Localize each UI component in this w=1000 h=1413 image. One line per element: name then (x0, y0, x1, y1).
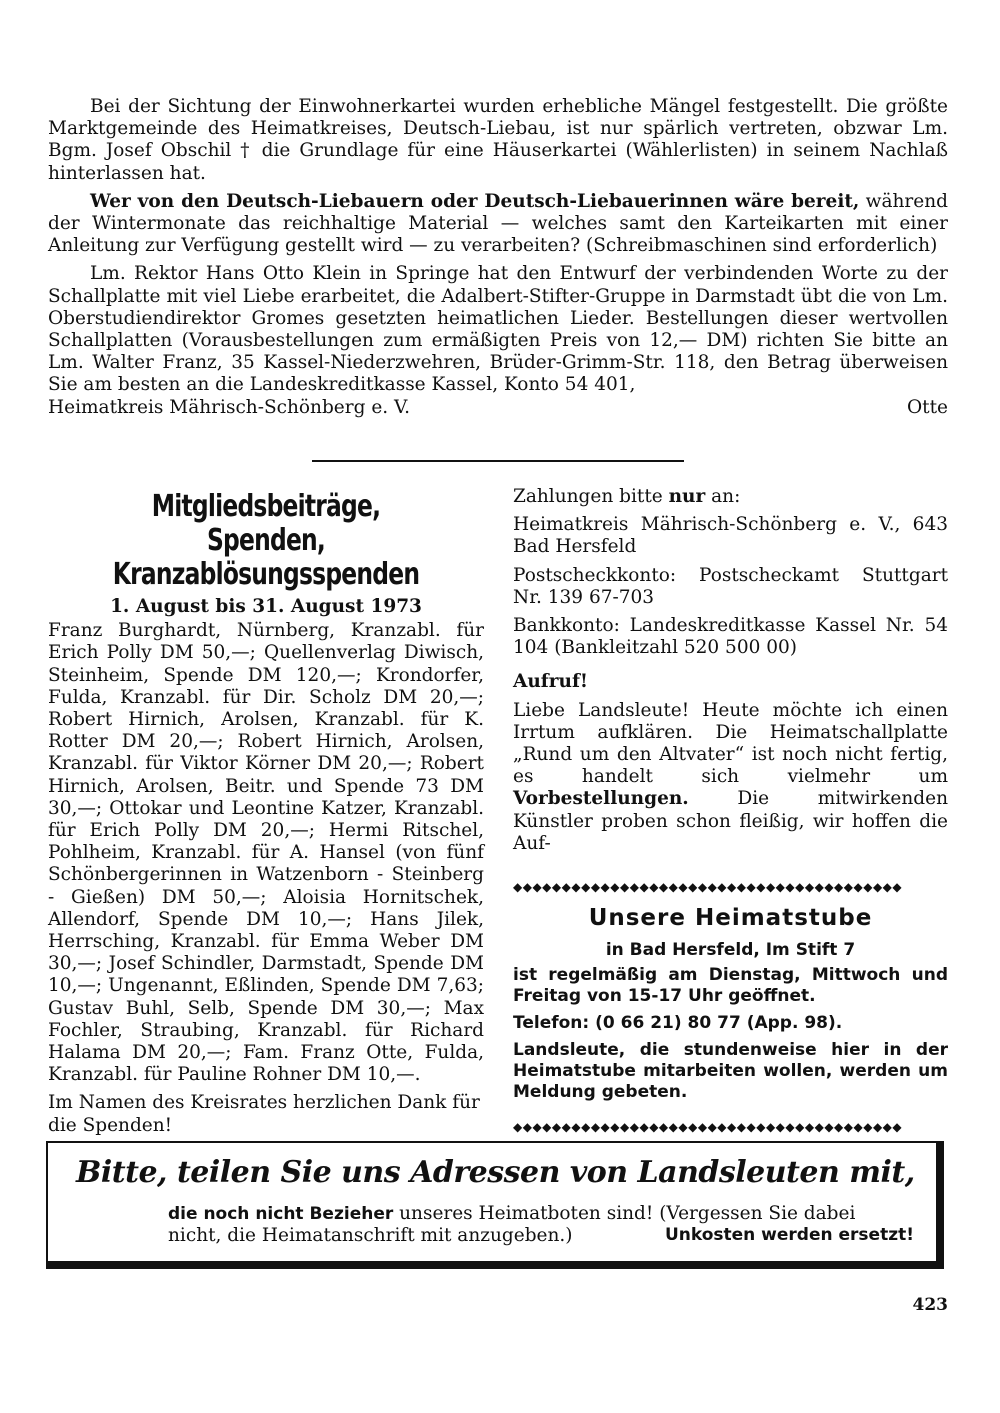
donation-list: Franz Burghardt, Nürnberg, Kranzabl. für Erich Polly DM 50,—; Quellenverlag Diwisch, Steinheim, Spende DM 120,—; Krondorfer, Fulda, Kranzabl. für Dir. Scholz DM 20,—; Robert Hirnich, Arolsen, Kranzabl. für K. Rotter DM 20,—; Robert Hirnich, Arolsen, Kranzabl. für Viktor Körner DM 20,—; Robert Hirnich, Arolsen, Beitr. und Spende 73 DM 30,—; Ottokar und Leontine Katzer, Kranzabl. für Erich Polly DM 20,—; Hermi Ritschel, Pohlheim, Kranzabl. für A. Hansel (von fünf Schönbergerinnen in Watzenborn - Steinberg - Gießen) DM 50,—; Aloisia Hornitschek, Allendorf, Spende DM 10,—; Hans Jilek, Herrsching, Kranzabl. für Emma Weber DM 30,—; Josef Schindler, Darmstadt, Spende DM 10,—; Ungenannt, Eßlinden, Spende DM 7,63; Gustav Buhl, Selb, Spende DM 30,—; Max Fochler, Straubing, Kranzabl. für Richard Halama DM 20,—; Fam. Franz Otte, Fulda, Kranzabl. für Pauline Rohner DM 10,—. (48, 620, 484, 1086)
two-column-section (48, 486, 948, 1136)
page-number: 423 (912, 1295, 948, 1315)
aufruf-heading: Aufruf! (513, 671, 589, 693)
donations-column (48, 486, 484, 1137)
payment-address: Heimatkreis Mährisch-Schönberg e. V., 643 Bad Hersfeld (513, 514, 948, 558)
headline-line-1: Mitgliedsbeiträge, Spenden, (151, 489, 381, 558)
paragraph-schallplatte: Lm. Rektor Hans Otto Klein in Springe hat den Entwurf der verbindenden Worte zu der Schallplatte mit viel Liebe erarbeitet, die Adalbert-Stifter-Gruppe in Darmstadt übt die von Lm. Oberstudiendirektor Gromes gesetzten heimatlichen Lieder. Bestellungen dieser wertvollen Schallplatten (Vorausbestellungen zum ermäßigten Preis von 12,— DM) richten Sie bitte an Lm. Walter Franz, 35 Kassel-Niederzwehren, Brüder-Grimm-Str. 118, den Betrag überweisen Sie am besten an die Landeskreditkasse Kassel, Konto 54 401, (48, 263, 948, 396)
heimatstube-address: in Bad Hersfeld, Im Stift 7 (605, 940, 856, 961)
payment-only: nur (668, 486, 706, 507)
bank-account: Bankkonto: Landeskreditkasse Kassel Nr. 54 104 (Bankleitzahl 520 500 00) (513, 615, 948, 659)
payment-instruction (513, 486, 948, 508)
payment-column (513, 486, 948, 1137)
paragraph-call-rest: während der Wintermonate das reichhaltige Material — welches samt den Karteikarten mit einer Anleitung zur Verfügung gestellt wird — zu verarbeiten? (Schreibmaschinen sind erforderlich) (48, 190, 948, 257)
thanks-note: Im Namen des Kreisrates herzlichen Dank für die Spenden! (48, 1092, 480, 1136)
payment-post: an: (705, 486, 741, 507)
date-range: 1. August bis 31. August 1973 (110, 596, 422, 617)
top-article (48, 96, 948, 419)
donations-headline (96, 490, 436, 592)
section-divider (312, 460, 684, 462)
heimatstube-phone: Telefon: (0 66 21) 80 77 (App. 98). (513, 1013, 843, 1034)
aufruf-bold: Vorbestellungen. (513, 788, 689, 810)
headline-line-2: Kranzablösungsspenden (112, 557, 420, 592)
box-line-1 (168, 1203, 914, 1225)
box-bold-2: Unkosten werden ersetzt! (664, 1225, 914, 1246)
box-line-2 (168, 1225, 914, 1247)
bold-question: Wer von den Deutsch-Liebauern oder Deutsch-Liebauerinnen wäre bereit, (90, 190, 860, 212)
payment-pre: Zahlungen bitte (513, 486, 669, 507)
box-line-2-text: nicht, die Heimatanschrift mit anzugeben.) (168, 1225, 573, 1247)
signature: Otte (907, 396, 948, 418)
box-headline: Bitte, teilen Sie uns Adressen von Landsleuten mit, (76, 1155, 915, 1190)
box-bold-1: die noch nicht Bezieher (168, 1204, 394, 1224)
closing-organisation: Heimatkreis Mährisch-Schönberg e. V. (48, 396, 411, 418)
aufruf-part-1: Liebe Landsleute! Heute möchte ich einen Irrtum aufklären. Die Heimatschallplatte „Rund um den Altvater“ ist noch nicht fertig, es handelt sich vielmehr um (513, 699, 948, 788)
postscheck-account: Postscheckkonto: Postscheckamt Stuttgart Nr. 139 67-703 (513, 564, 948, 608)
aufruf-part-2: Die mitwirkenden Künstler proben schon fleißig, wir hoffen die Auf- (513, 788, 948, 854)
heimatstube-title: Unsere Heimatstube (588, 905, 873, 932)
paragraph-einwohnerkartei: Bei der Sichtung der Einwohnerkartei wurden erhebliche Mängel festgestellt. Die größte Marktgemeinde des Heimatkreises, Deutsch-Liebau, ist nur spärlich vertreten, obzwar Lm. Bgm. Josef Obschil † die Grundlage für eine Häuserkartei (Wählerlisten) in seinem Nachlaß hinterlassen hat. (48, 96, 948, 184)
heimatstube-hours: ist regelmäßig am Dienstag, Mittwoch und Freitag von 15-17 Uhr geöffnet. (513, 965, 948, 1007)
box-mid: unseres Heimatboten sind! (Vergessen Sie dabei (393, 1203, 856, 1224)
diamond-border-bottom: ◆◆◆◆◆◆◆◆◆◆◆◆◆◆◆◆◆◆◆◆◆◆◆◆◆◆◆◆◆◆◆◆◆◆◆◆◆◆◆◆ (513, 1120, 903, 1135)
aufruf-text (513, 700, 948, 855)
diamond-border-top: ◆◆◆◆◆◆◆◆◆◆◆◆◆◆◆◆◆◆◆◆◆◆◆◆◆◆◆◆◆◆◆◆◆◆◆◆◆◆◆◆ (513, 880, 903, 895)
heimatstube-call: Landsleute, die stundenweise hier in der Heimatstube mitarbeiten wollen, werden um Meldung gebeten. (513, 1040, 948, 1103)
box-text (168, 1203, 914, 1247)
address-request-box (46, 1141, 944, 1269)
closing-line (48, 397, 948, 419)
paragraph-call-for-help (48, 191, 948, 258)
